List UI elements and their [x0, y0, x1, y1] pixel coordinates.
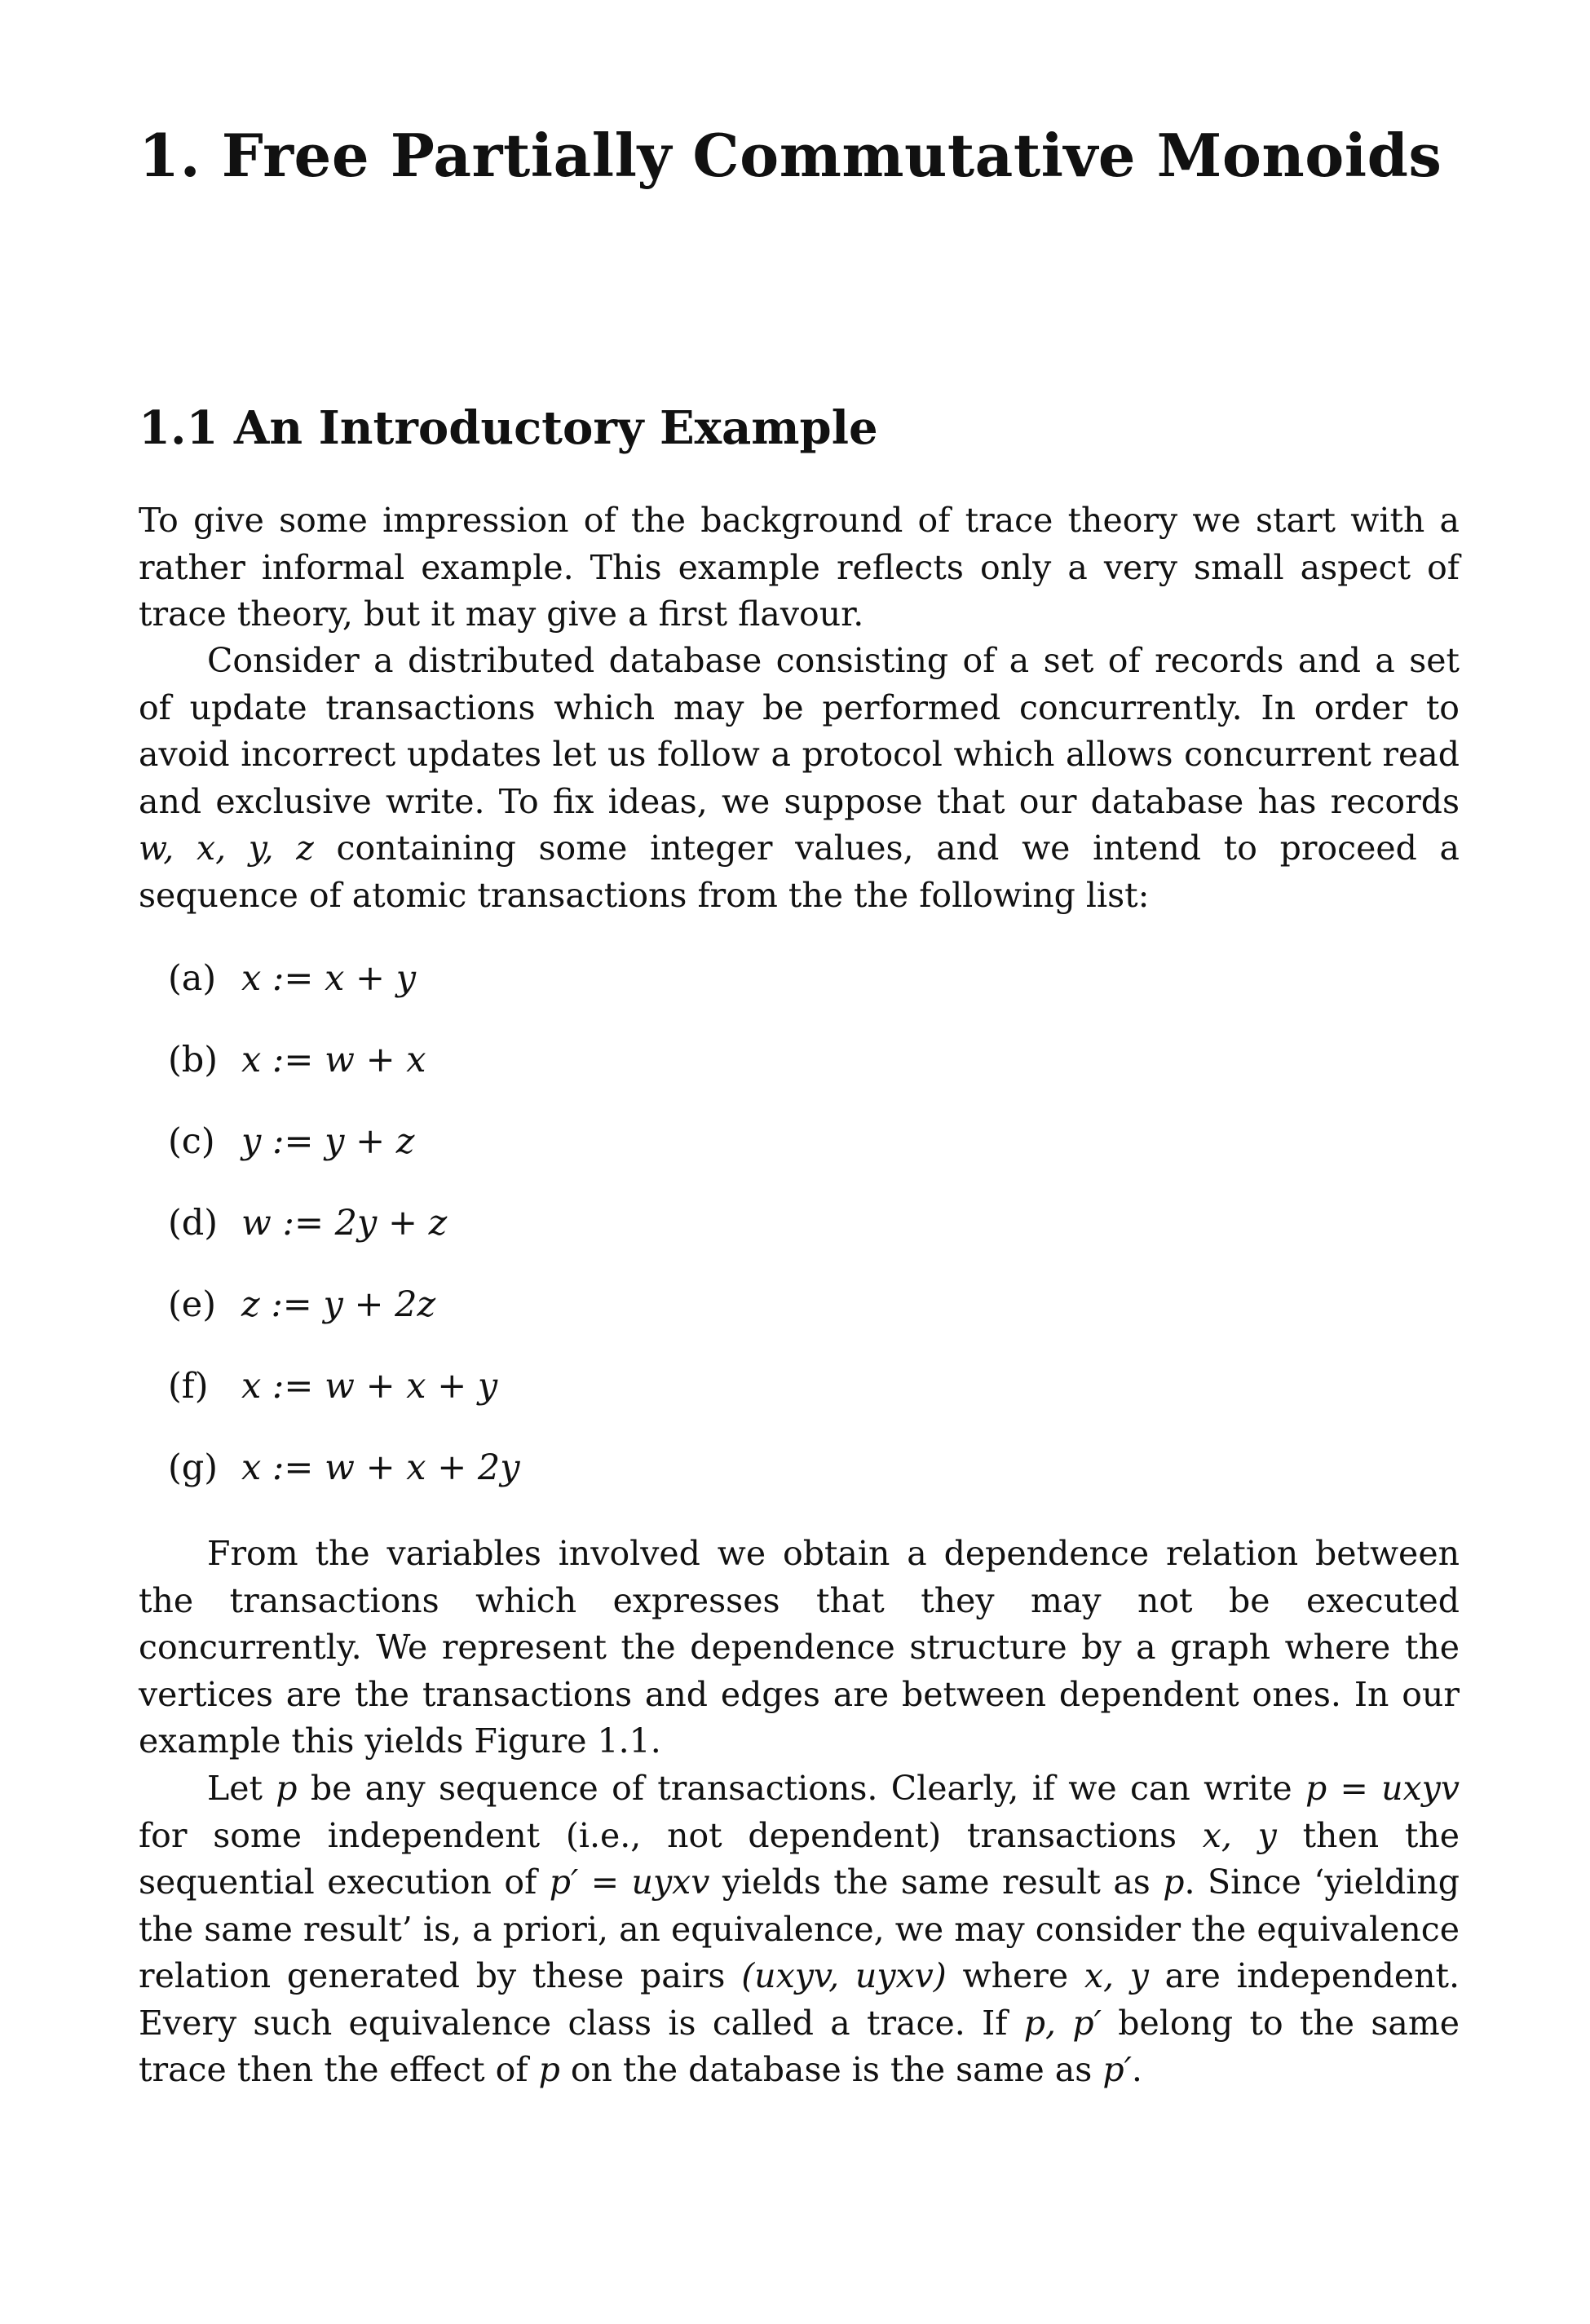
paragraph-database — [139, 638, 1460, 919]
item-formula: z := y + 2z — [241, 1284, 436, 1325]
list-item — [168, 1199, 520, 1280]
list-item — [168, 1280, 520, 1362]
text-run: Let — [207, 1769, 276, 1808]
paragraph-trace — [139, 1765, 1460, 2094]
item-label: (e) — [168, 1284, 216, 1325]
math-inline: p — [538, 2050, 560, 2089]
item-label: (d) — [168, 1203, 219, 1244]
item-label: (f) — [168, 1366, 209, 1407]
math-inline: p — [276, 1769, 298, 1808]
list-item — [168, 1117, 520, 1199]
text-run: belong to the same trace then the effect of — [139, 2003, 1460, 2089]
chapter-title: 1. Free Partially Commutative Monoids — [139, 121, 1442, 190]
paragraph-intro: To give some impression of the background of trace theory we start with a rather informal example. This example reflects only a very small aspect of trace theory, but it may give a first flavour. — [139, 501, 1460, 634]
text-run: . — [1131, 2050, 1142, 2089]
item-label: (a) — [168, 958, 217, 999]
item-formula: y := y + z — [241, 1121, 415, 1162]
math-inline: p′ = uyxv — [549, 1862, 710, 1902]
transaction-list — [168, 954, 520, 1525]
text-run: where — [946, 1956, 1084, 1995]
text-run: on the database is the same as — [559, 2050, 1103, 2089]
text-run: are independent. Every such equivalence class is called a trace. If — [139, 1956, 1460, 2043]
math-inline: w, x, y, z — [139, 828, 314, 868]
list-item — [168, 1443, 520, 1525]
section-title: 1.1 An Introductory Example — [139, 401, 878, 455]
item-formula: x := x + y — [241, 958, 417, 999]
list-item — [168, 1036, 520, 1117]
item-label: (g) — [168, 1447, 219, 1488]
math-inline: p — [1163, 1862, 1185, 1902]
text-run: . Since ‘yielding the same result’ is, a priori, an equivalence, we may consider the equivalence relation generated by these pairs — [139, 1862, 1460, 1995]
math-inline: x, y — [1202, 1815, 1277, 1855]
text-run: for some independent (i.e., not dependent) transactions — [139, 1815, 1203, 1855]
item-formula: x := w + x + y — [241, 1366, 498, 1407]
item-label: (b) — [168, 1040, 219, 1080]
list-item — [168, 1362, 520, 1443]
item-formula: x := w + x + 2y — [241, 1447, 520, 1488]
list-item — [168, 954, 520, 1036]
math-inline: p′ — [1102, 2050, 1132, 2089]
paragraph-dependence: From the variables involved we obtain a dependence relation between the transactions which expresses that they may not be executed concurrently. We represent the dependence structure by a graph where the vertices are the transactions and edges are between dependent ones. In our example this yields Figure 1.1. — [139, 1534, 1460, 1761]
math-inline: x, y — [1084, 1956, 1149, 1995]
math-inline: p = uxyv — [1305, 1769, 1460, 1808]
text-run: Consider a distributed database consisting of a set of records and a set of update transactions which may be performed concurrently. In order to avoid incorrect updates let us follow a protocol which allows concurrent read and exclusive write. To fix ideas, we suppose that our database has records — [139, 641, 1460, 821]
item-label: (c) — [168, 1121, 215, 1162]
item-formula: w := 2y + z — [241, 1203, 448, 1244]
text-run: then the sequential execution of — [139, 1815, 1460, 1902]
text-run: be any sequence of transactions. Clearly, if we can write — [297, 1769, 1305, 1808]
math-inline: p, p′ — [1023, 2003, 1102, 2043]
text-run: yields the same result as — [709, 1862, 1164, 1902]
item-formula: x := w + x — [241, 1040, 426, 1080]
math-inline: (uxyv, uyxv) — [741, 1956, 947, 1995]
text-run: containing some integer values, and we intend to proceed a sequence of atomic transactions from the the following list: — [139, 828, 1460, 915]
